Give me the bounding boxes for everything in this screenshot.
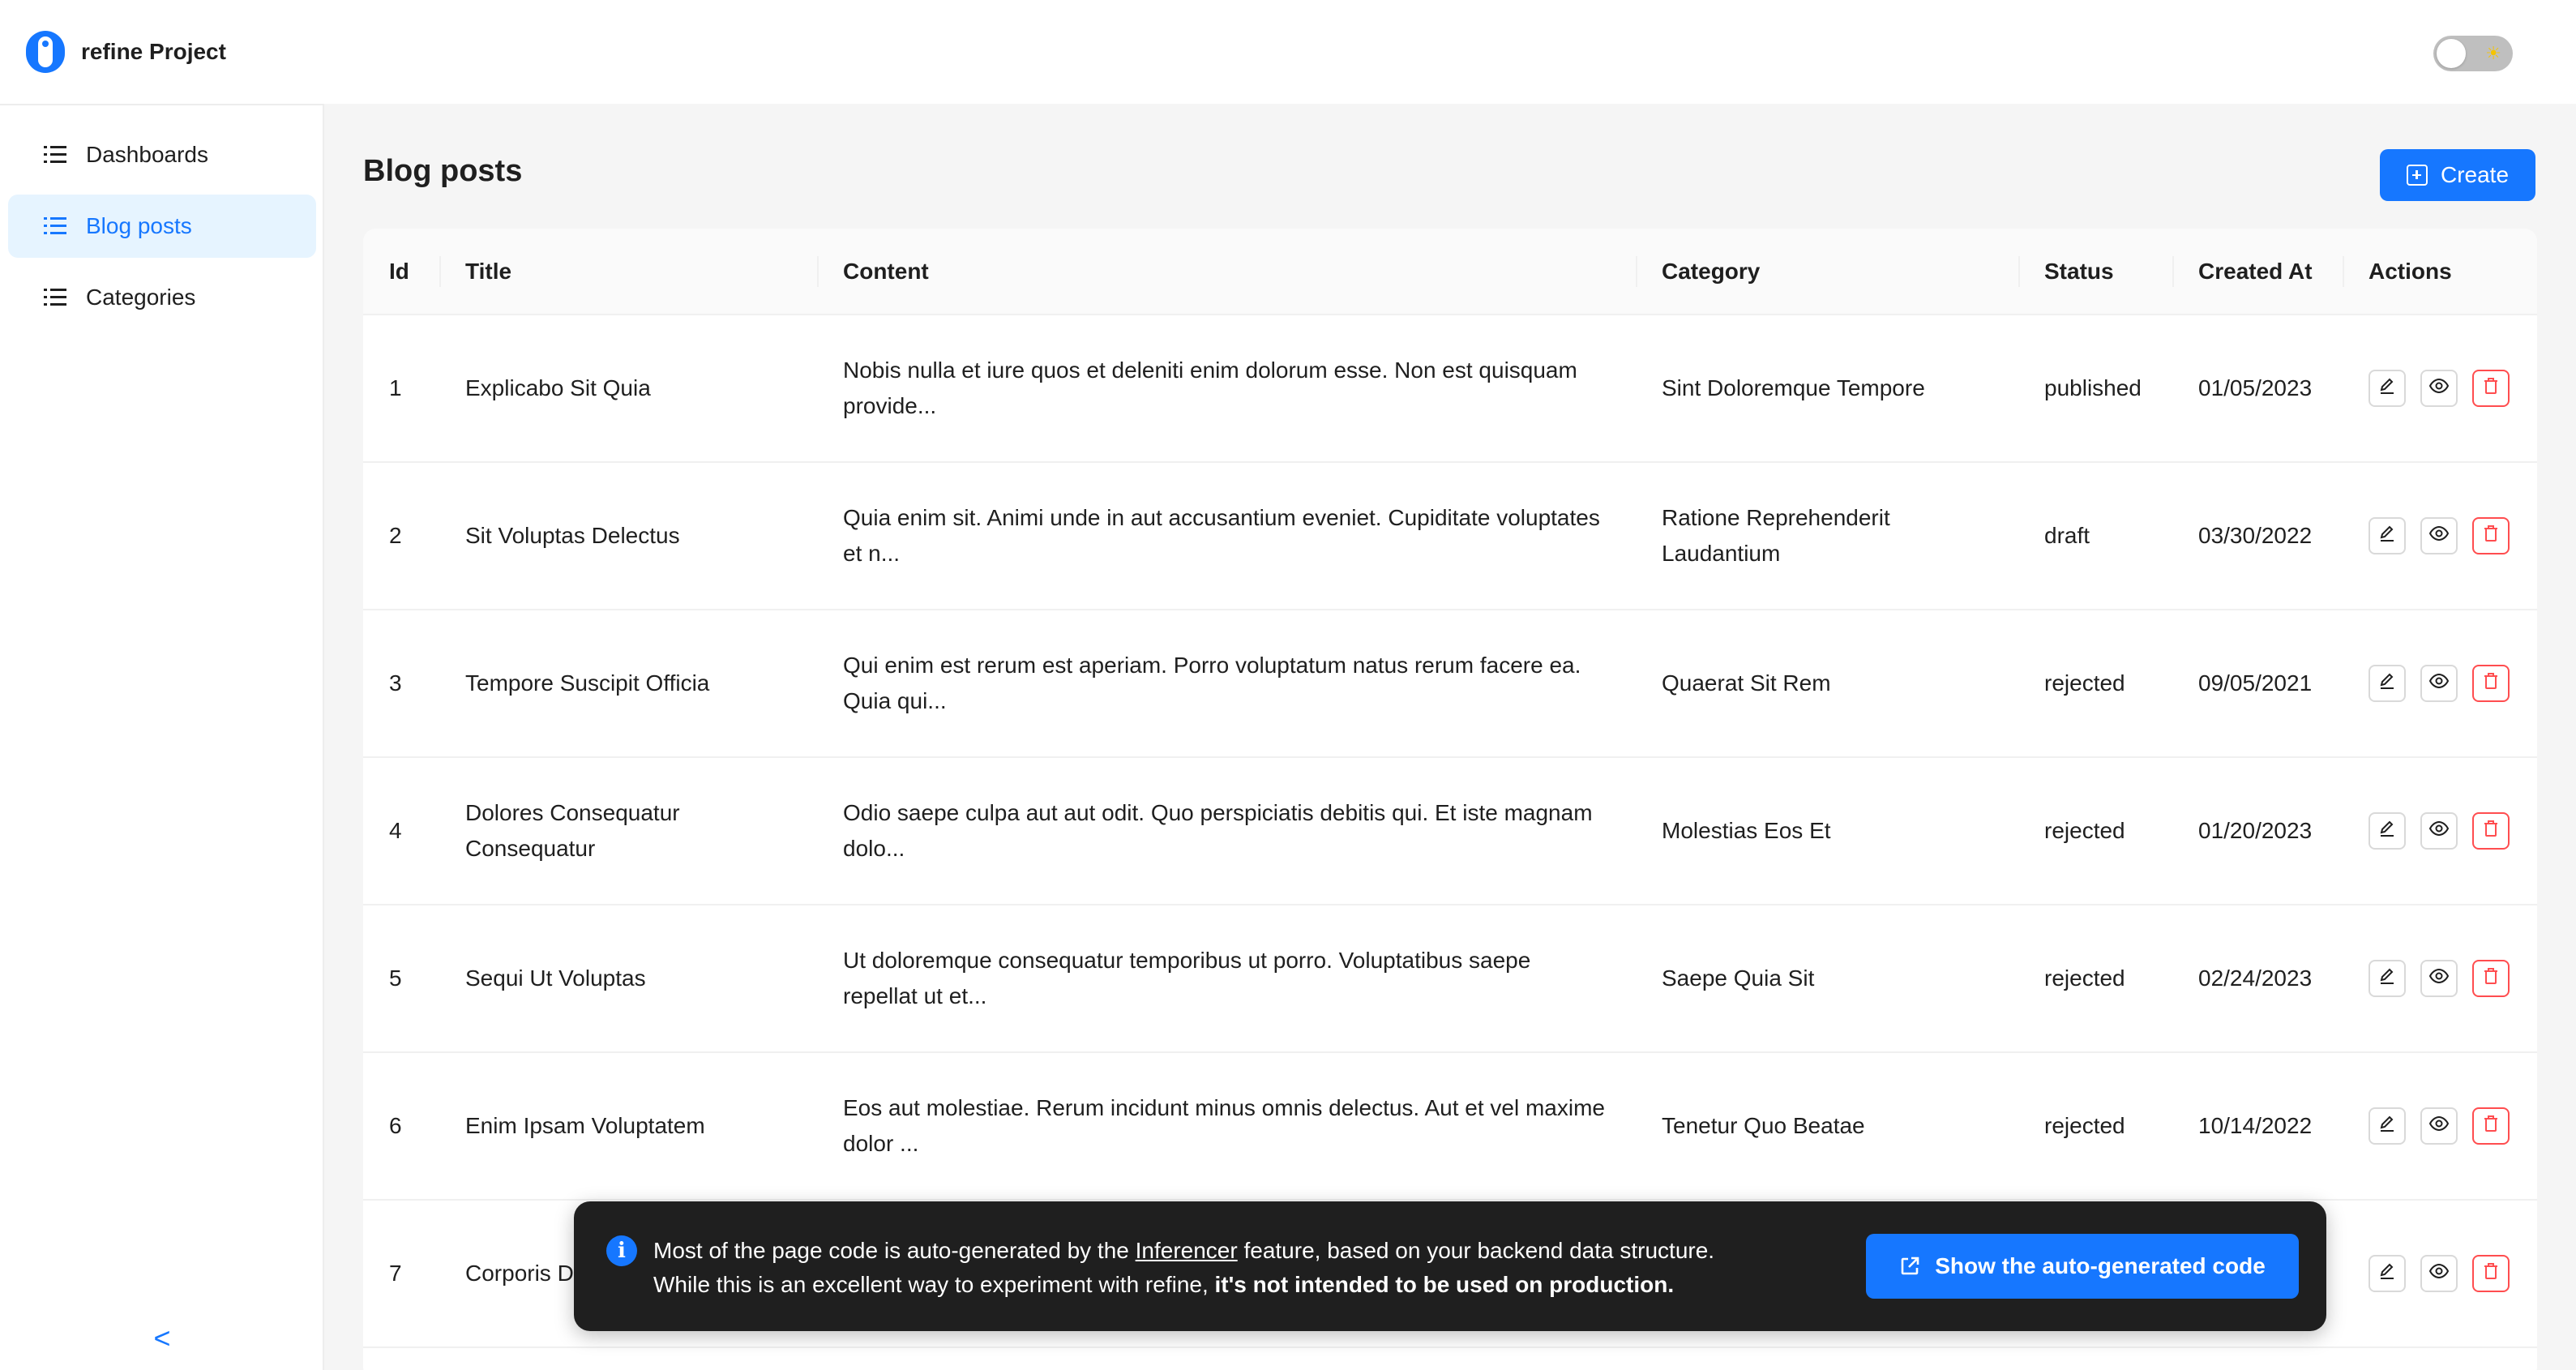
trash-icon: [2481, 1108, 2501, 1144]
cell-id: 7: [363, 1200, 439, 1347]
plus-square-icon: [2407, 165, 2428, 186]
cell-title: Sequi Ut Voluptas: [439, 905, 817, 1052]
show-button[interactable]: [2420, 517, 2458, 554]
cell-status: rejected: [2018, 905, 2172, 1052]
cell-category: Molestias Eos Et: [1636, 757, 2018, 905]
edit-icon: [2377, 518, 2397, 554]
column-header-title: Title: [439, 229, 817, 315]
edit-button[interactable]: [2368, 370, 2406, 407]
notice-warning-text: it's not intended to be used on production.: [1214, 1272, 1675, 1297]
cell-id: 6: [363, 1052, 439, 1200]
theme-toggle[interactable]: [2433, 36, 2513, 71]
column-header-content: Content: [817, 229, 1636, 315]
edit-button[interactable]: [2368, 1107, 2406, 1145]
sidebar-collapse-button[interactable]: [146, 1318, 178, 1359]
cell-title: Corporis D: [439, 1200, 817, 1347]
column-header-id: Id: [363, 229, 439, 315]
delete-button[interactable]: [2472, 1255, 2510, 1292]
cell-title: Tempore Suscipit Officia: [439, 610, 817, 757]
cell-content: Odio saepe culpa aut aut odit. Quo perspiciatis debitis qui. Et iste magnam dolo...: [817, 757, 1636, 905]
cell-category: Saepe Quia Sit: [1636, 905, 2018, 1052]
cell-created-at: 01/05/2023: [2172, 315, 2343, 462]
edit-button[interactable]: [2368, 665, 2406, 702]
cell-title: Dolores Consequatur Consequatur: [439, 757, 817, 905]
toggle-knob: [2437, 39, 2466, 68]
cell-content: Quia enim sit. Animi unde in aut accusantium eveniet. Cupiditate voluptates et n...: [817, 462, 1636, 610]
sidebar: [0, 104, 324, 1370]
list-icon: [44, 217, 66, 235]
cell-actions: [2343, 1200, 2537, 1347]
table-row: [363, 757, 2537, 905]
cell-actions: [2343, 905, 2537, 1052]
cell-id: 3: [363, 610, 439, 757]
sidebar-item-dashboards[interactable]: [8, 123, 316, 186]
trash-icon: [2481, 370, 2501, 406]
eye-icon: [2428, 1108, 2450, 1144]
info-icon: i: [606, 1235, 637, 1266]
eye-icon: [2428, 813, 2450, 849]
cell-created-at: 10/14/2022: [2172, 1052, 2343, 1200]
edit-icon: [2377, 666, 2397, 701]
table-row: [363, 1052, 2537, 1200]
edit-button[interactable]: [2368, 517, 2406, 554]
cell-category: Quaerat Sit Rem: [1636, 610, 2018, 757]
sidebar-item-label: Dashboards: [86, 142, 208, 167]
cell-content: Eos aut molestiae. Rerum incidunt minus omnis delectus. Aut et vel maxime dolor ...: [817, 1052, 1636, 1200]
cell-id: 2: [363, 462, 439, 610]
eye-icon: [2428, 518, 2450, 554]
edit-icon: [2377, 1256, 2397, 1291]
show-button[interactable]: [2420, 370, 2458, 407]
table-header-row: [363, 229, 2537, 315]
inferencer-link[interactable]: Inferencer: [1135, 1238, 1238, 1263]
cell-content: Qui enim est rerum est aperiam. Porro voluptatum natus rerum facere ea. Quia qui...: [817, 610, 1636, 757]
table-row: [363, 610, 2537, 757]
blog-posts-table: [363, 229, 2537, 1370]
trash-icon: [2481, 961, 2501, 996]
table-row: [363, 905, 2537, 1052]
cell-id: 4: [363, 757, 439, 905]
list-icon: [44, 146, 66, 164]
cell-actions: [2343, 315, 2537, 462]
show-code-label: Show the auto-generated code: [1935, 1253, 2266, 1278]
cell-content: Ut doloremque consequatur temporibus ut porro. Voluptatibus saepe repellat ut et...: [817, 905, 1636, 1052]
column-header-created-at: Created At: [2172, 229, 2343, 315]
create-button-label: Create: [2440, 162, 2510, 187]
cell-category: Tenetur Quo Beatae: [1636, 1052, 2018, 1200]
cell-id: 5: [363, 905, 439, 1052]
delete-button[interactable]: [2472, 1107, 2510, 1145]
cell-status: draft: [2018, 462, 2172, 610]
edit-icon: [2377, 961, 2397, 996]
edit-icon: [2377, 1108, 2397, 1144]
delete-button[interactable]: [2472, 370, 2510, 407]
cell-status: rejected: [2018, 1052, 2172, 1200]
delete-button[interactable]: [2472, 812, 2510, 850]
eye-icon: [2428, 961, 2450, 996]
delete-button[interactable]: [2472, 517, 2510, 554]
show-button[interactable]: [2420, 812, 2458, 850]
show-button[interactable]: [2420, 1255, 2458, 1292]
cell-category: Sint Doloremque Tempore: [1636, 315, 2018, 462]
show-button[interactable]: [2420, 1107, 2458, 1145]
edit-button[interactable]: [2368, 812, 2406, 850]
edit-button[interactable]: [2368, 960, 2406, 997]
column-header-status: Status: [2018, 229, 2172, 315]
cell-title: Sit Voluptas Delectus: [439, 462, 817, 610]
cell-actions: [2343, 1052, 2537, 1200]
cell-category: Ratione Reprehenderit Laudantium: [1636, 462, 2018, 610]
show-button[interactable]: [2420, 665, 2458, 702]
inferencer-notice: [574, 1201, 2326, 1331]
sidebar-item-label: Blog posts: [86, 213, 192, 238]
sun-icon: ☀: [2485, 43, 2501, 63]
brand-name: refine Project: [81, 39, 226, 64]
table-row: [363, 315, 2537, 462]
edit-icon: [2377, 813, 2397, 849]
table-row: [363, 462, 2537, 610]
refine-logo-icon: [26, 31, 65, 73]
eye-icon: [2428, 666, 2450, 701]
sidebar-item-label: Categories: [86, 285, 196, 310]
edit-icon: [2377, 370, 2397, 406]
notice-text: Most of the page code is auto-generated by the: [653, 1238, 1136, 1263]
trash-icon: [2481, 518, 2501, 554]
delete-button[interactable]: [2472, 665, 2510, 702]
trash-icon: [2481, 813, 2501, 849]
column-header-actions: Actions: [2343, 229, 2537, 315]
cell-title: Explicabo Sit Quia: [439, 315, 817, 462]
cell-title: Enim Ipsam Voluptatem: [439, 1052, 817, 1200]
cell-created-at: 09/05/2021: [2172, 610, 2343, 757]
show-code-button[interactable]: [1866, 1234, 2299, 1299]
external-link-icon: [1899, 1256, 1920, 1277]
notice-message: [653, 1234, 1714, 1302]
cell-id: 1: [363, 315, 439, 462]
cell-created-at: 01/20/2023: [2172, 757, 2343, 905]
sidebar-item-categories[interactable]: [8, 266, 316, 329]
cell-content: Nobis nulla et iure quos et deleniti enim dolorum esse. Non est quisquam provide...: [817, 315, 1636, 462]
cell-created-at: 02/24/2023: [2172, 905, 2343, 1052]
cell-status: rejected: [2018, 757, 2172, 905]
edit-button[interactable]: [2368, 1255, 2406, 1292]
delete-button[interactable]: [2472, 960, 2510, 997]
eye-icon: [2428, 370, 2450, 406]
brand[interactable]: [26, 31, 226, 73]
notice-text: feature, based on your backend data structure.: [1237, 1238, 1715, 1263]
cell-actions: [2343, 757, 2537, 905]
chevron-left-icon: <: [153, 1321, 171, 1355]
cell-actions: [2343, 610, 2537, 757]
create-button[interactable]: [2380, 149, 2535, 201]
page-title: Blog posts: [363, 154, 523, 188]
trash-icon: [2481, 1256, 2501, 1291]
eye-icon: [2428, 1256, 2450, 1291]
column-header-category: Category: [1636, 229, 2018, 315]
show-button[interactable]: [2420, 960, 2458, 997]
top-header: [0, 0, 2576, 104]
cell-created-at: 03/30/2022: [2172, 462, 2343, 610]
sidebar-item-blog-posts[interactable]: [8, 195, 316, 258]
notice-text: While this is an excellent way to experiment with refine,: [653, 1272, 1215, 1297]
cell-status: published: [2018, 315, 2172, 462]
list-icon: [44, 289, 66, 306]
cell-actions: [2343, 462, 2537, 610]
cell-status: rejected: [2018, 610, 2172, 757]
trash-icon: [2481, 666, 2501, 701]
